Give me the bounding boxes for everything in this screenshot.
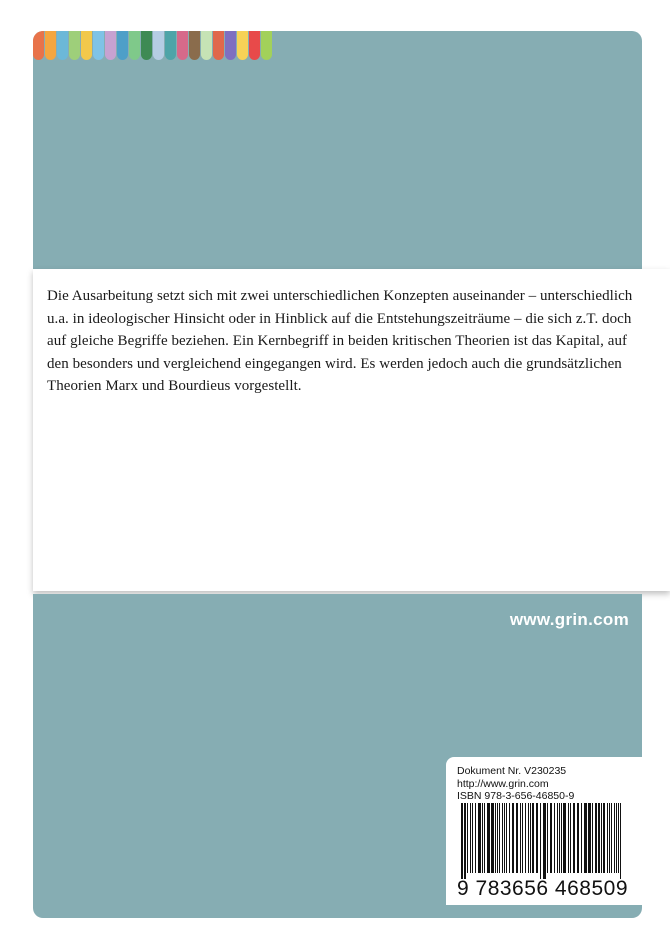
- color-stripe: [105, 31, 116, 60]
- color-stripe: [153, 31, 164, 60]
- color-stripe: [33, 31, 44, 60]
- barcode-digits: 9 783656 468509: [457, 877, 628, 900]
- isbn-number: ISBN 978-3-656-46850-9: [457, 790, 575, 802]
- color-stripe: [225, 31, 236, 60]
- publisher-url[interactable]: http://www.grin.com: [457, 777, 549, 790]
- color-stripe: [57, 31, 68, 60]
- isbn-box: [446, 757, 642, 905]
- color-stripe: [117, 31, 128, 60]
- color-stripe: [237, 31, 248, 60]
- document-number: Dokument Nr. V230235: [457, 765, 567, 777]
- color-stripe: [129, 31, 140, 60]
- publisher-website[interactable]: www.grin.com: [509, 610, 629, 629]
- color-stripe: [213, 31, 224, 60]
- color-stripes: [33, 31, 273, 60]
- cover-top-panel: [33, 31, 642, 269]
- color-stripe: [189, 31, 200, 60]
- color-stripe: [69, 31, 80, 60]
- color-stripe: [81, 31, 92, 60]
- color-stripe: [165, 31, 176, 60]
- barcode-icon: [461, 803, 626, 879]
- cover-bottom-panel: [33, 594, 642, 918]
- blurb-panel: [33, 269, 670, 591]
- color-stripe: [177, 31, 188, 60]
- color-stripe: [141, 31, 152, 60]
- color-stripe: [93, 31, 104, 60]
- blurb-text: Die Ausarbeitung setzt sich mit zwei unterschiedlichen Konzepten auseinander – unterschiedlich u.a. in ideologischer Hinsicht oder in Hinblick auf die Entstehungszeiträume – die sich z.T. doch auf gleiche Begriffe beziehen. Ein Kernbegriff in beiden kritischen Theorien ist das Kapital, auf den besonders und vergleichend eingegangen wird. Es werden jedoch auch die grundsätzlichen Theorien Marx und Bourdieus vorgestellt.: [47, 288, 633, 394]
- color-stripe: [201, 31, 212, 60]
- color-stripe: [45, 31, 56, 60]
- color-stripe: [261, 31, 272, 60]
- color-stripe: [249, 31, 260, 60]
